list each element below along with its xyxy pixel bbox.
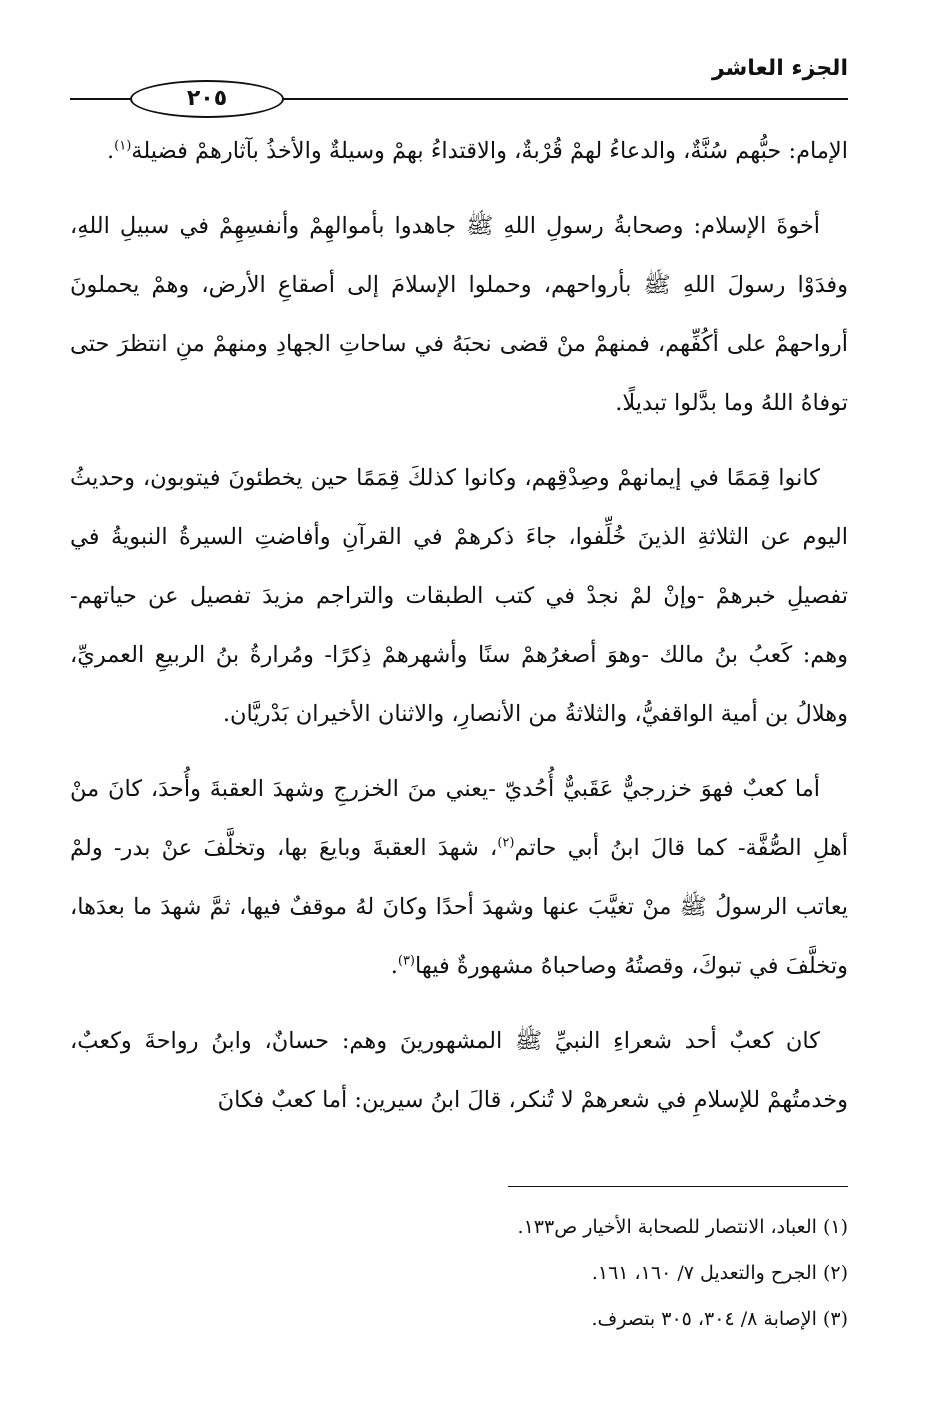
paragraph-text: أما كعبٌ فهوَ خزرجيٌّ عَقَبيٌّ أُحُديّ -يعني منَ الخزرجِ وشهدَ العقبةَ وأُحدَ، كانَ منْ أهلِ الصُّفَّة- كما قالَ ابنُ أبي حاتم — [70, 776, 848, 861]
paragraph-1 — [70, 122, 848, 181]
footnote-ref: (٢) — [497, 835, 515, 851]
running-head: الجزء العاشر — [711, 56, 848, 81]
paragraph-3 — [70, 449, 848, 744]
paragraph-text: كانوا قِمَمًا في إيمانهمْ وصِدْقِهم، وكانوا كذلكَ قِمَمًا حين يخطئونَ فيتوبون، وحديثُ اليوم عن الثلاثةِ الذينَ خُلِّفوا، جاءَ ذكرهمْ في القرآنِ وأفاضتِ السيرةُ النبويةُ في تفصيلِ خبرهمْ -وإنْ لمْ نجدْ في كتب الطبقات والتراجم مزيدَ تفصيل عن حياتهم- وهم: كَعبُ بنُ مالك -وهوَ أصغرُهمْ سنًا وأشهرهمْ ذِكرًا- ومُرارةُ بنُ الربيعِ العمريِّ، وهلالُ بن أمية الواقفيُّ، والثلاثةُ من الأنصارِ، والاثنان الأخيران بَدْريَّان. — [70, 465, 848, 727]
paragraph-text: . — [106, 138, 115, 164]
paragraph-text: ، شهدَ العقبةَ وبايعَ بها، وتخلَّفَ عنْ بدر- ولمْ يعاتب الرسولُ ﷺ منْ تغيَّبَ عنها وشهدَ أحدًا وكانَ لهُ موقفٌ فيها، ثمَّ شهدَ ما بعدَها، وتخلَّفَ في تبوكَ، وقصتُهُ وصاحباهُ مشهورةٌ فيها — [70, 835, 848, 979]
footnote-3: (٣) الإصابة ٨/ ٣٠٤، ٣٠٥ بتصرف. — [591, 1308, 848, 1330]
paragraph-5 — [70, 1012, 848, 1130]
body-text — [70, 122, 848, 1146]
footnote-ref: (٣) — [397, 953, 415, 969]
paragraph-text: . — [390, 953, 398, 979]
footnote-1: (١) العباد، الانتصار للصحابة الأخيار ص١٣٣. — [517, 1216, 848, 1238]
paragraph-text: أخوةَ الإسلام: وصحابةُ رسولِ اللهِ ﷺ جاهدوا بأموالهِمْ وأنفسِهِمْ في سبيلِ اللهِ، وفدَوْا رسولَ اللهِ ﷺ بأرواحهم، وحملوا الإسلامَ إلى أصقاعِ الأرض، وهمْ يحملونَ أرواحهمْ على أكُفِّهم، فمنهمْ منْ قضى نحبَهُ في ساحاتِ الجهادِ ومنهمْ منِ انتظرَ حتى توفاهُ اللهُ وما بدَّلوا تبديلًا. — [70, 213, 848, 416]
paragraph-4 — [70, 760, 848, 996]
paragraph-text: الإمام: حبُّهم سُنَّةٌ، والدعاءُ لهمْ قُرْبةٌ، والاقتداءُ بهمْ وسيلةٌ والأخذُ بآثارهمْ فضيلة — [131, 138, 848, 164]
paragraph-text: كان كعبٌ أحد شعراءِ النبيِّ ﷺ المشهورينَ وهم: حسانٌ، وابنُ رواحةَ وكعبٌ، وخدمتُهمْ للإسلامِ في شعرهمْ لا تُنكر، قالَ ابنُ سيرين: أما كعبٌ فكانَ — [70, 1028, 848, 1113]
paragraph-2 — [70, 197, 848, 433]
footnote-rule — [508, 1186, 848, 1187]
page-number: ٢٠٥ — [130, 80, 284, 118]
footnotes — [97, 1204, 848, 1342]
page-header — [70, 52, 848, 112]
footnote-ref: (١) — [114, 138, 132, 154]
footnote-2: (٢) الجرح والتعديل ٧/ ١٦٠، ١٦١. — [591, 1262, 848, 1284]
